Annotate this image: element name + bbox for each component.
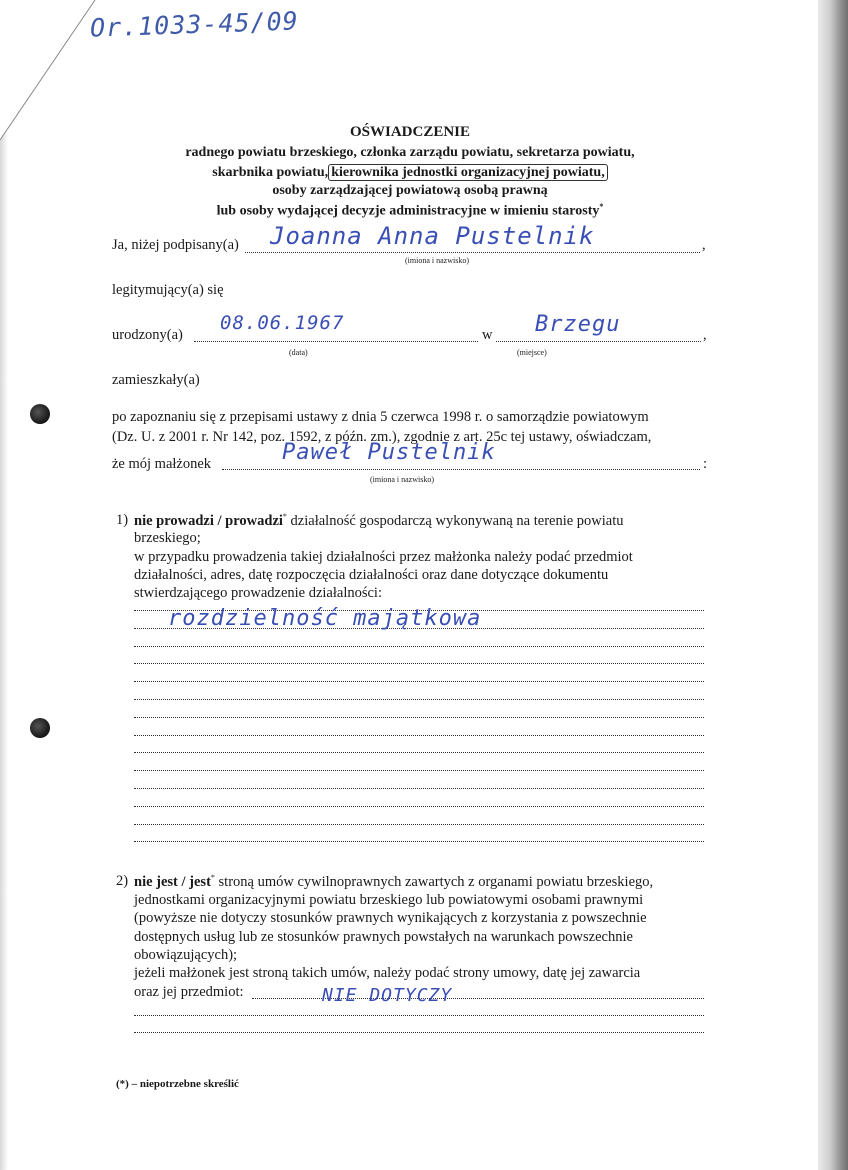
section1-line-1-rest: działalność gospodarczą wykonywaną na terenie powiatu — [290, 512, 624, 529]
section2-line-1 — [134, 873, 653, 891]
section2-answer-line — [252, 998, 704, 999]
section2-mark: * — [210, 873, 215, 882]
declaration-title: OŚWIADCZENIE — [349, 124, 471, 140]
handwritten-name: Joanna Anna Pustelnik — [270, 222, 595, 250]
section1-answer-line — [134, 735, 704, 736]
header-line-4-mark: * — [599, 202, 604, 211]
section1-answer-line — [134, 841, 704, 842]
section1-answer-line — [134, 646, 704, 647]
section1-answer-line — [134, 788, 704, 789]
birth-place-comma: , — [703, 327, 707, 343]
intro-line-2: (Dz. U. z 2001 r. Nr 142, poz. 1592, z późn. zm.), zgodnie z art. 25c tej ustawy, oświadczam, — [112, 429, 652, 445]
punch-hole-top — [30, 404, 50, 424]
section2-line-7: oraz jej przedmiot: — [134, 984, 244, 1000]
birth-in-label: w — [482, 327, 493, 343]
spouse-field-colon: : — [703, 456, 708, 472]
section2-option-text: nie jest / jest — [134, 873, 211, 890]
section1-answer-line — [134, 806, 704, 807]
header-line-2-highlight: kierownika jednostki organizacyjnej powiatu, — [328, 164, 608, 181]
section2-line-6: jeżeli małżonek jest stroną takich umów, należy podać strony umowy, datę jej zawarcia — [134, 965, 641, 981]
header-line-1: radnego powiatu brzeskiego, członka zarządu powiatu, sekretarza powiatu, — [185, 145, 635, 160]
name-caption: (imiona i nazwisko) — [405, 256, 469, 265]
page-edge-left — [0, 0, 8, 1170]
section2-line-1-rest: stroną umów cywilnoprawnych zawartych z organami powiatu brzeskiego, — [218, 873, 654, 890]
spouse-caption: (imiona i nazwisko) — [370, 475, 434, 484]
footnote: (*) – niepotrzebne skreślić — [116, 1078, 239, 1090]
section2-number: 2) — [116, 873, 129, 889]
spouse-field-line — [222, 469, 700, 470]
birth-place-caption: (miejsce) — [517, 348, 547, 357]
section2-line-3: (powyższe nie dotyczy stosunków prawnych wynikających z korzystania z powszechnie — [134, 910, 647, 926]
punch-hole-bottom — [30, 718, 50, 738]
section1-answer-line — [134, 770, 704, 771]
section1-option-text: nie prowadzi / prowadzi — [134, 512, 283, 529]
section1-line-1 — [134, 512, 624, 530]
handwritten-activity: rozdzielność majątkowa — [168, 606, 482, 631]
section2-line-4: dostępnych usług lub ze stosunków prawnych powstałych na warunkach powszechnie — [134, 929, 633, 945]
name-label: Ja, niżej podpisany(a) — [112, 237, 239, 253]
header-line-2-prefix: skarbnika powiatu, — [212, 165, 329, 180]
id-label: legitymujący(a) się — [112, 282, 224, 298]
birth-place-field-line — [496, 341, 701, 342]
section1-mark: * — [282, 512, 287, 521]
handwritten-reference-number: Or.1033-45/09 — [89, 6, 300, 43]
section1-answer-line — [134, 824, 704, 825]
declaration-header — [120, 124, 700, 219]
spouse-label: że mój małżonek — [112, 456, 212, 472]
handwritten-spouse-name: Paweł Pustelnik — [282, 440, 496, 465]
section1-number: 1) — [116, 512, 129, 528]
section1-answer-line — [134, 681, 704, 682]
section1-line-5: stwierdzającego prowadzenie działalności: — [134, 585, 382, 601]
handwritten-birth-date: 08.06.1967 — [220, 312, 345, 334]
birth-label: urodzony(a) — [112, 327, 183, 343]
section2-line-5: obowiązujących); — [134, 947, 238, 963]
section1-answer-line — [134, 663, 704, 664]
header-line-2 — [120, 165, 700, 181]
header-line-4 — [120, 202, 700, 220]
section1-line-4: działalności, adres, datę rozpoczęcia działalności oraz dane dotyczące dokumentu — [134, 567, 609, 583]
section1-answer-line — [134, 752, 704, 753]
section2-answer-line — [134, 1032, 704, 1033]
section1-line-2: brzeskiego; — [134, 530, 201, 546]
section1-line-3: w przypadku prowadzenia takiej działalności przez małżonka należy podać przedmiot — [134, 549, 633, 565]
birth-date-caption: (data) — [289, 348, 308, 357]
section1-answer-line — [134, 717, 704, 718]
handwritten-birth-place: Brzegu — [535, 312, 621, 337]
intro-line-1: po zapoznaniu się z przepisami ustawy z dnia 5 czerwca 1998 r. o samorządzie powiatowym — [112, 409, 649, 425]
section2-line-2: jednostkami organizacyjnymi powiatu brzeskiego lub powiatowymi osobami prawnymi — [134, 892, 644, 908]
page-edge-right — [818, 0, 848, 1170]
name-field-comma: , — [702, 237, 706, 253]
section2-answer-line — [134, 1015, 704, 1016]
header-line-3: osoby zarządzającej powiatową osobą prawną — [272, 183, 548, 198]
residence-label: zamieszkały(a) — [112, 372, 200, 388]
header-line-4-text: lub osoby wydającej decyzje administracyjne w imieniu starosty — [216, 203, 600, 219]
handwritten-not-applicable: NIE DOTYCZY — [322, 985, 453, 1006]
name-field-line — [245, 252, 700, 253]
birth-date-field-line — [194, 341, 478, 342]
section1-answer-line — [134, 699, 704, 700]
